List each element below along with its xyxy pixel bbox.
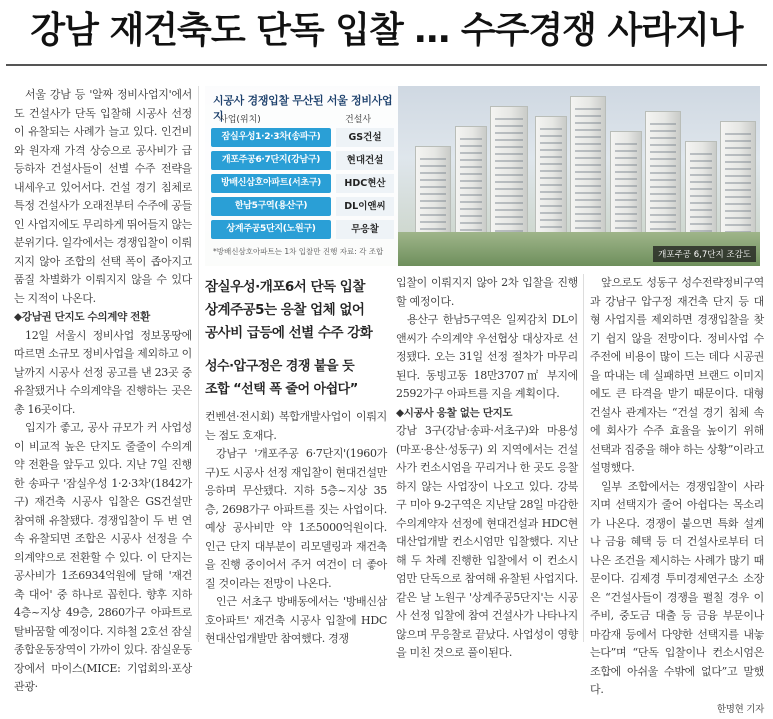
site-name: 상계주공5단지(노원구) bbox=[211, 220, 331, 239]
paragraph: 일부 조합에서는 경쟁입찰이 사라지며 선택지가 줄어 아쉽다는 목소리가 나온다. 경쟁이 붙으면 특화 설계나 금융 혜택 등 더 건설사로부터 더 나은 조건을 제시하는 사례가 많기 때문이다. 김제경 투미경제연구소 소장은 “건설사들이 경쟁을 펼칠 경우 이주비, 중도금 대출 등 금융 부문이나 마감재 등에서 다양한 선택지를 내놓는다”며 “단독 입찰이나 컨소시엄은 조합에 아쉬울 수밖에 없다”고 말했다. bbox=[590, 479, 764, 696]
paragraph: 강남 3구(강남·송파·서초구)와 마용성(마포·용산·성동구) 외 지역에서는 건설사가 컨소시엄을 꾸리거나 한 곳도 응찰하지 않는 사업장이 나오고 있다. 강북구 미아 9-2구역은 지난달 28일 마감한 수의계약자 선정에 현대건설과 HDC현대산업개발 컨소시엄만 입찰했다. 지난해 두 차례 진행한 입찰에서 이 컨소시엄만 단독으로 참여해 유찰된 사업지다. 같은 날 노원구 '상계주공5단지'는 시공사 선정 입찰에 참여 건설사가 나타나지 않으며 무응찰로 끝났다. 사업성이 영향을 미친 것으로 풀이된다. bbox=[396, 424, 578, 659]
table-row bbox=[211, 151, 399, 170]
firm-name: 현대건설 bbox=[336, 151, 394, 170]
column-divider bbox=[198, 86, 199, 642]
table-row bbox=[211, 220, 399, 239]
paragraph: 12일 서울시 정비사업 정보몽땅에 따르면 소규모 정비사업을 제외하고 이날까지 시공사 선정 공고를 낸 23곳 중 유찰됐거나 수의계약을 진행하는 곳은 총 16곳이다. bbox=[14, 328, 193, 416]
table-row bbox=[211, 128, 399, 147]
article-column-2 bbox=[205, 408, 387, 649]
section-subheading: ◆강남권 단지도 수의계약 전환 bbox=[14, 311, 150, 323]
reporter-byline: 한명현 기자 bbox=[716, 703, 764, 715]
site-name: 잠실우성1·2·3차(송파구) bbox=[211, 128, 331, 147]
article-subheads bbox=[205, 276, 390, 401]
paragraph: 앞으로도 성동구 성수전략정비구역과 강남구 압구정 재건축 단지 등 대형 사업지를 제외하면 경쟁입찰을 찾기 쉽지 않을 전망이다. 정비사업 수주전에 비용이 많이 드는 데다 시공권을 따내는 데 실패하면 브랜드 이미지에도 큰 타격을 받기 때문이다. 대형 건설사 관계자는 “건설 경기 침체 속에 회사가 수주 효율을 높이기 위해 선택과 집중을 해야 하는 상황”이라고 설명했다. bbox=[590, 276, 764, 474]
subhead-line: 상계주공5는 응찰 업체 없어 bbox=[205, 302, 365, 318]
column-divider bbox=[583, 274, 584, 642]
infographic-table bbox=[205, 86, 398, 266]
firm-name: HDC현산 bbox=[336, 174, 394, 193]
building-illustration bbox=[720, 121, 756, 248]
subhead-line: 공사비 급등에 선별 수주 강화 bbox=[205, 325, 373, 341]
column-header-site: 사업(위치) bbox=[219, 115, 261, 125]
paragraph: 인근 서초구 방배동에서는 '방배신삼호아파트' 재건축 시공사 입찰에 HDC현대산업개발만 참여했다. 경쟁 bbox=[205, 595, 387, 645]
table-row bbox=[211, 174, 399, 193]
infographic-title: 시공사 경쟁입찰 무산된 서울 정비사업지 bbox=[213, 94, 393, 123]
subhead-line: 성수·압구정은 경쟁 붙을 듯 bbox=[205, 359, 355, 374]
firm-name: 무응찰 bbox=[336, 220, 394, 239]
article-column-1 bbox=[14, 86, 192, 697]
firm-name: GS건설 bbox=[336, 128, 394, 147]
paragraph: 용산구 한남5구역은 일찌감치 DL이앤씨가 수의계약 우선협상 대상자로 선정됐다. 오는 31일 선정 절차가 마무리된다. 동빙고동 18만3707㎡ 부지에 2592가구 아파트를 지을 계획이다. bbox=[396, 313, 578, 400]
article-column-4 bbox=[590, 274, 764, 719]
building-illustration bbox=[645, 111, 681, 248]
site-name: 방배신삼호아파트(서초구) bbox=[211, 174, 331, 193]
paragraph: 강남구 '개포주공 6·7단지'(1960가구)도 시공사 선정 재입찰이 현대건설만 응하며 무산됐다. 지하 5층~지상 35층, 2698가구 아파트를 짓는 사업이다. 예상 공사비만 약 1조5000억원이다. 인근 단지 대부분이 리모델링과 재건축을 진행 중이어서 주거 여건이 더 좋아질 것이라는 전망이 나온다. bbox=[205, 447, 387, 590]
paragraph: 서울 강남 등 '알짜 정비사업지'에서도 건설사가 단독 입찰해 시공사 선정이 유찰되는 사례가 늘고 있다. 인건비와 원자재 가격 상승으로 공사비가 급등하자 건설사들이 선별 수주 전략을 내세우고 있어서다. 건설 경기 침체로 특정 건설사가 오래전부터 수주에 공들인 사업지에도 무리하게 뛰어들지 않는 분위기다. 일각에서는 경쟁입찰이 이뤄지지 않아 조합의 선택 폭이 좁아지고 품질 차별화가 이뤄지지 않을 수 있다는 지적이 나온다. bbox=[14, 88, 193, 305]
paragraph: 컨벤션·전시회) 복합개발사업이 이뤄지는 점도 호재다. bbox=[205, 410, 387, 442]
building-illustration bbox=[490, 106, 528, 238]
article-headline: 강남 재건축도 단독 입찰 … 수주경쟁 사라지나 bbox=[30, 10, 743, 51]
site-name: 한남5구역(용산구) bbox=[211, 197, 331, 216]
column-header-firm: 건설사 bbox=[345, 115, 372, 125]
firm-name: DL이앤씨 bbox=[336, 197, 394, 216]
building-illustration bbox=[570, 96, 606, 248]
infographic-footnote: *방배신삼호아파트는 1차 입찰만 진행 자료: 각 조합 bbox=[213, 247, 384, 256]
building-illustration bbox=[455, 126, 487, 248]
paragraph: 입찰이 이뤄지지 않아 2차 입찰을 진행할 예정이다. bbox=[396, 276, 578, 308]
subhead-line: 조합 “선택 폭 줄어 아쉽다” bbox=[205, 382, 358, 397]
photo-caption: 개포주공 6,7단지 조감도 bbox=[653, 246, 756, 262]
site-name: 개포주공6·7단지(강남구) bbox=[211, 151, 331, 170]
headline-divider bbox=[6, 64, 767, 66]
paragraph: 입지가 좋고, 공사 규모가 커 사업성이 비교적 높은 단지도 줄줄이 수의계약 전환을 앞두고 있다. 지난 7일 진행한 송파구 '잠실우성 1·2·3차'(1842가구) 재건축 시공사 입찰은 GS건설만 참여해 유찰됐다. 경쟁입찰이 두 번 연속 유찰되면 조합은 시공사 선정을 수의계약으로 전환할 수 있다. 이 단지는 공사비가 1조6934억원에 달해 '재건축 대어' 중 하나로 꼽힌다. 향후 지하 4층~지상 49층, 2860가구 아파트로 탈바꿈할 예정이다. 지하철 2호선 잠실종합운동장역이 가까이 있다. 잠실운동장에서 마이스(MICE: 기업회의·포상관광· bbox=[14, 421, 193, 693]
table-row bbox=[211, 197, 399, 216]
article-column-3 bbox=[396, 274, 578, 663]
infographic-figure bbox=[205, 86, 760, 266]
section-subheading: ◆시공사 응찰 없는 단지도 bbox=[396, 406, 513, 419]
subhead-line: 잠실우성·개포6서 단독 입찰 bbox=[205, 279, 365, 295]
